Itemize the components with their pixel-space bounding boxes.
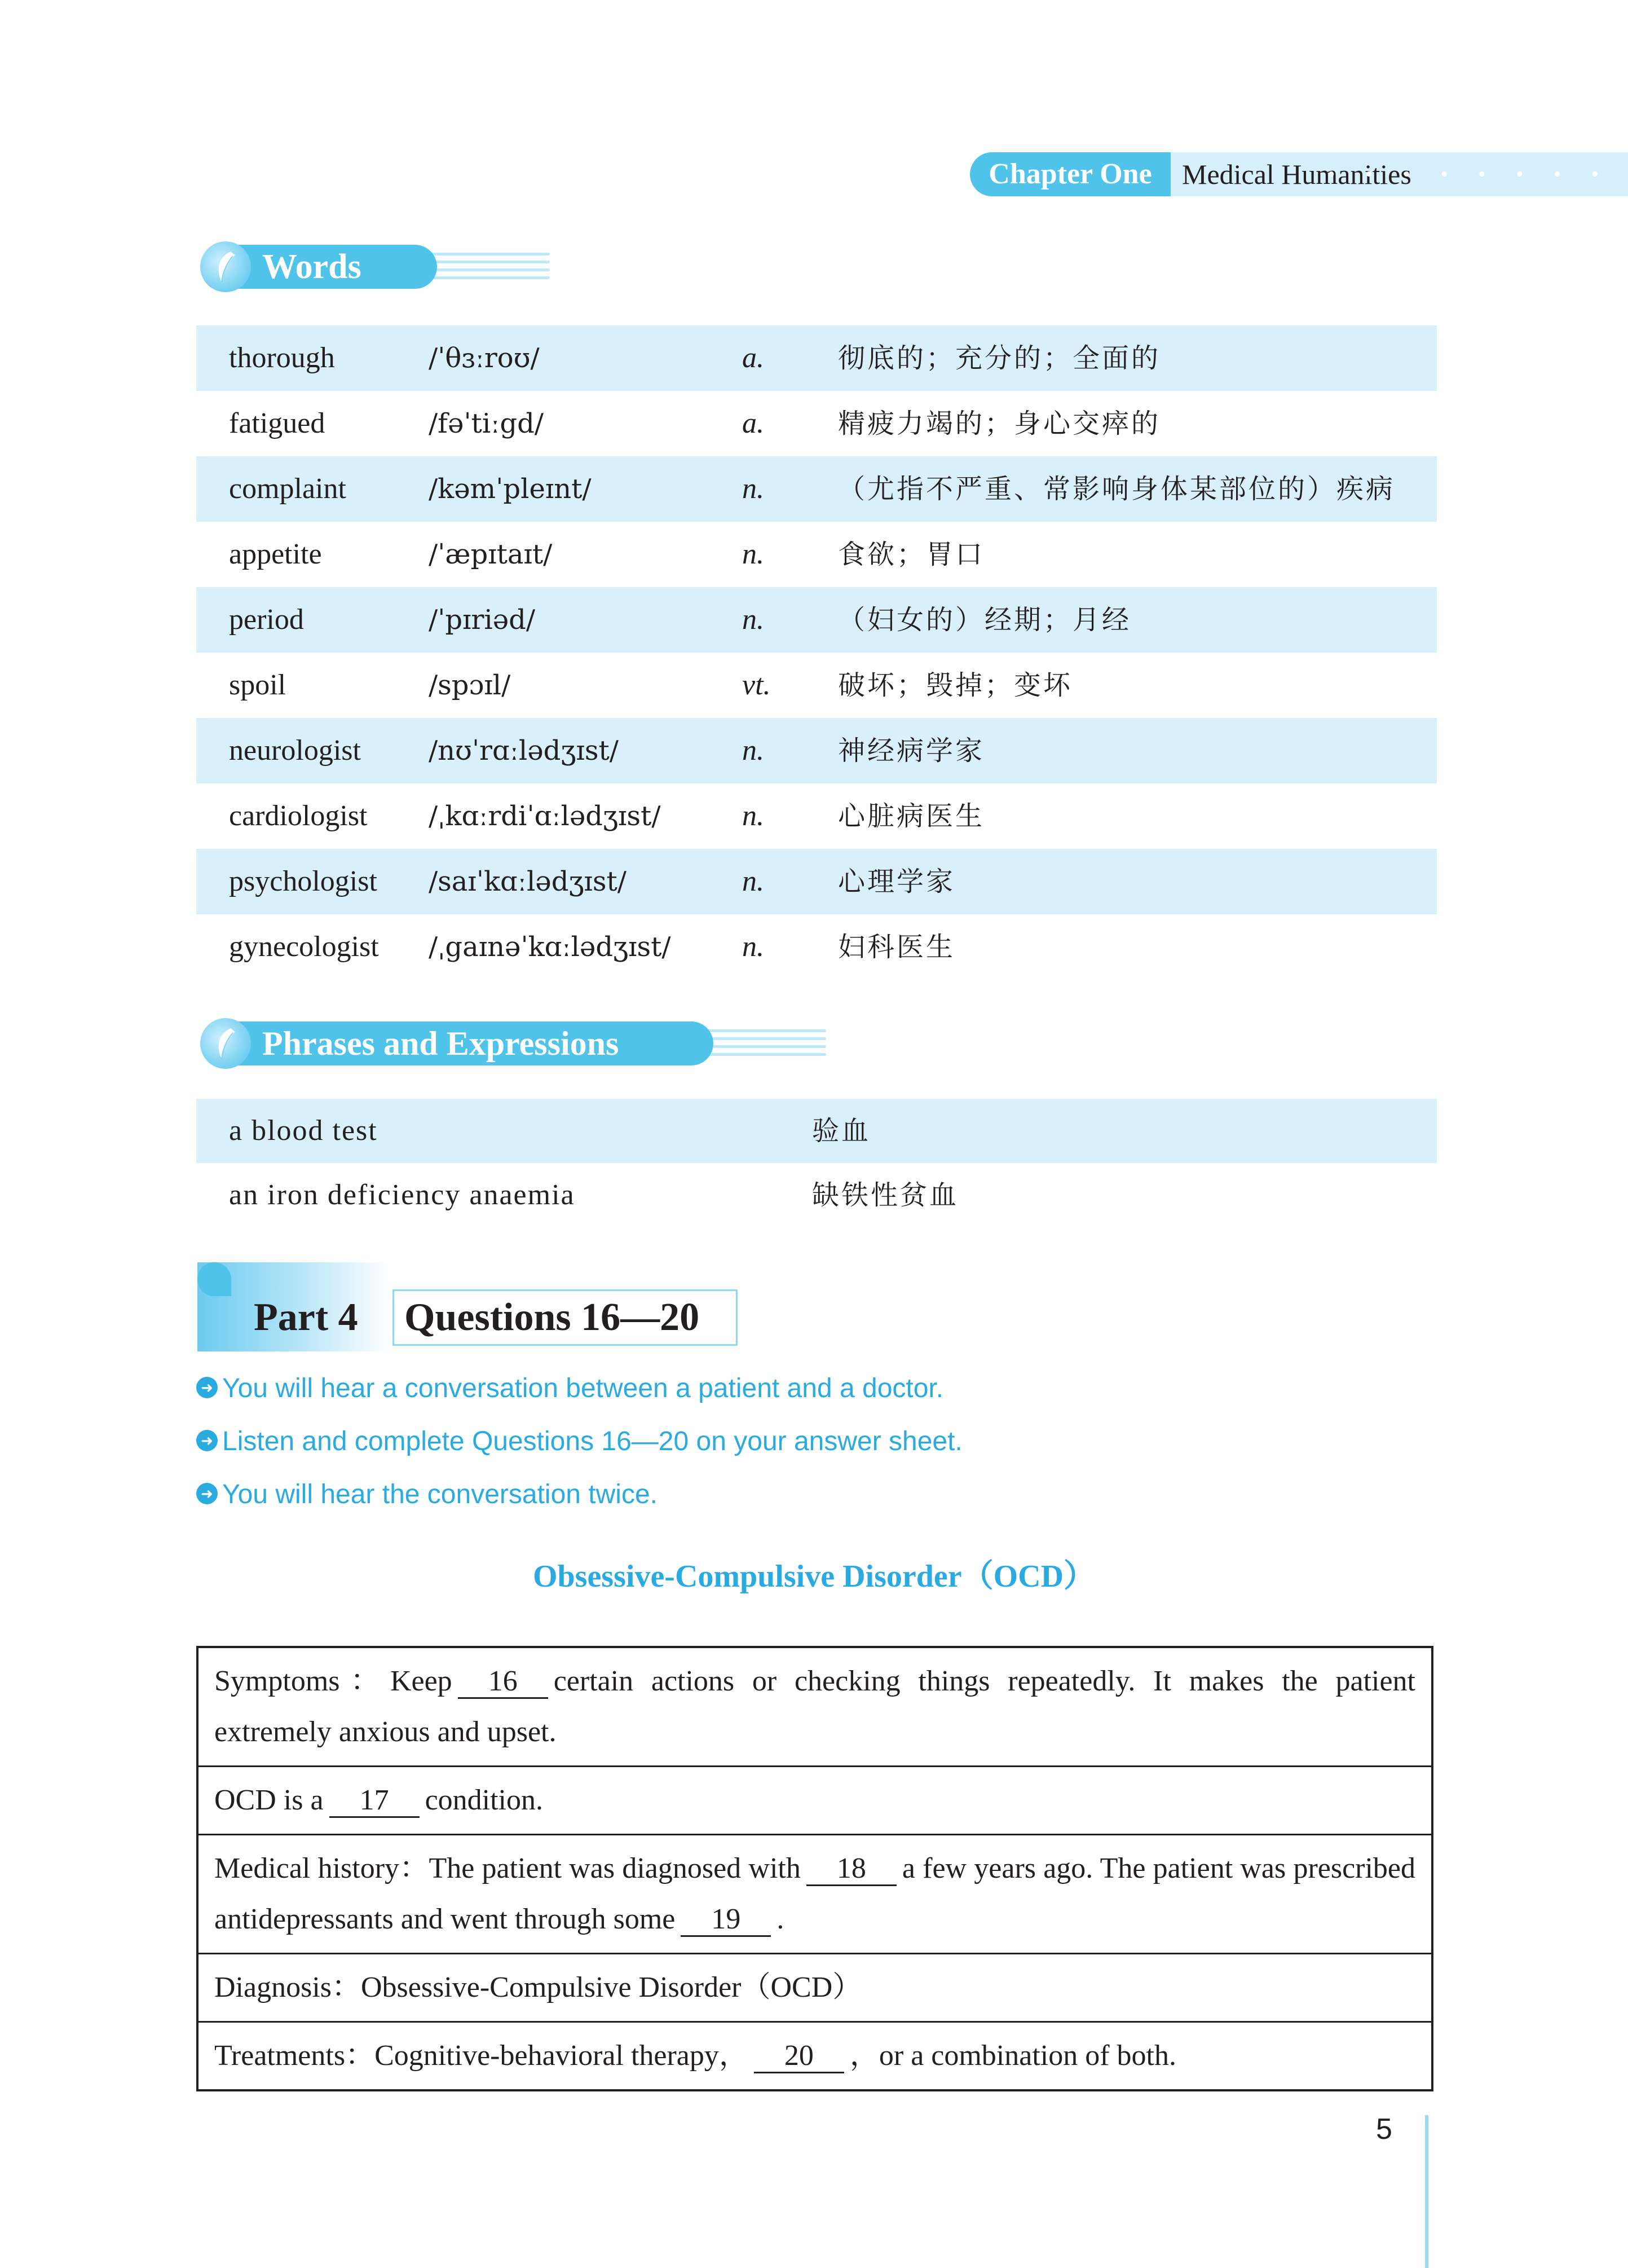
word-row (196, 325, 1437, 391)
phrase-row (196, 1163, 1437, 1227)
word-translation: 精疲力竭的；身心交瘁的 (838, 408, 1161, 439)
notes-text: Diagnosis：Obsessive-Compulsive Disorder（OCD） (214, 1971, 862, 2003)
questions-range: Questions 16—20 (392, 1289, 738, 1346)
phrases-table (196, 1099, 1437, 1227)
word-phonetic: /ˌkɑːrdiˈɑːlədʒɪst/ (429, 800, 661, 832)
word-phonetic: /ˈθɜːroʊ/ (429, 342, 540, 374)
notes-text: Treatments：Cognitive-behavioral therapy， (214, 2040, 748, 2072)
notes-text: a few years ago. The patient was prescribed antidepressants and went through some (214, 1852, 1416, 1935)
phrase-term: a blood test (229, 1115, 378, 1147)
word-part-of-speech: a. (742, 407, 764, 439)
notes-text: Symptoms：Keep (214, 1665, 452, 1697)
word-row (196, 456, 1437, 522)
word-term: period (229, 604, 304, 636)
word-term: neurologist (229, 734, 361, 767)
word-phonetic: /nʊˈrɑːlədʒɪst/ (429, 735, 619, 767)
word-translation: （妇女的）经期；月经 (838, 604, 1132, 636)
instruction-item (196, 1478, 658, 1512)
answer-blank-20[interactable]: 20 (754, 2040, 844, 2073)
words-section-title: Words (234, 245, 437, 289)
notes-title: Obsessive-Compulsive Disorder（OCD） (532, 1559, 1096, 1594)
word-part-of-speech: n. (742, 604, 764, 636)
page-number: 5 (1376, 2113, 1392, 2146)
notes-text: certain actions or checking things repeatedly. It makes the patient extremely anxious and upset. (214, 1665, 1415, 1748)
notes-row-condition (198, 1767, 1431, 1835)
answer-blank-17[interactable]: 17 (329, 1785, 420, 1818)
words-banner (200, 241, 544, 292)
word-row (196, 783, 1437, 849)
notes-row-diagnosis (198, 1954, 1431, 2023)
word-phonetic: /kəmˈpleɪnt/ (429, 473, 592, 505)
word-part-of-speech: n. (742, 473, 764, 505)
word-row (196, 849, 1437, 914)
answer-blank-18[interactable]: 18 (806, 1853, 897, 1886)
word-term: psychologist (229, 865, 377, 897)
notes-row-symptoms (198, 1648, 1431, 1767)
leaf-icon (200, 1018, 251, 1069)
word-term: complaint (229, 473, 346, 505)
word-translation: 神经病学家 (838, 735, 985, 767)
word-term: thorough (229, 342, 335, 374)
word-row (196, 718, 1437, 783)
word-row (196, 653, 1437, 718)
word-part-of-speech: n. (742, 800, 764, 832)
phrase-translation: 缺铁性贫血 (812, 1179, 959, 1211)
notes-text: OCD is a (214, 1784, 324, 1816)
chapter-header (970, 152, 1628, 196)
phrase-term: an iron deficiency anaemia (229, 1179, 575, 1211)
word-part-of-speech: n. (742, 734, 764, 767)
phrases-section-title: Phrases and Expressions (234, 1021, 713, 1065)
arrow-bullet-icon: ➜ (196, 1483, 218, 1504)
word-term: fatigued (229, 407, 325, 439)
notes-text: condition. (425, 1784, 543, 1816)
word-phonetic: /fəˈtiːgd/ (429, 408, 544, 439)
word-part-of-speech: n. (742, 538, 764, 570)
word-phonetic: /ˈæpɪtaɪt/ (429, 539, 553, 570)
notes-row-treatments (198, 2023, 1431, 2089)
page-edge-rule (1425, 2115, 1428, 2268)
word-part-of-speech: vt. (742, 669, 771, 701)
part-header (197, 1262, 761, 1353)
chapter-dots: • • • • • • • • (1327, 162, 1611, 186)
answer-blank-19[interactable]: 19 (681, 1904, 771, 1937)
word-term: gynecologist (229, 931, 379, 963)
word-phonetic: /ˌgaɪnəˈkɑːlədʒɪst/ (429, 931, 671, 963)
part-label: Part 4 (254, 1296, 358, 1339)
arrow-bullet-icon: ➜ (196, 1430, 218, 1451)
notes-row-history (198, 1835, 1431, 1954)
word-row (196, 391, 1437, 456)
answer-blank-16[interactable]: 16 (458, 1666, 548, 1699)
phrase-translation: 验血 (812, 1115, 871, 1147)
word-term: cardiologist (229, 800, 368, 832)
word-row (196, 914, 1437, 980)
word-term: appetite (229, 538, 322, 570)
notes-table (196, 1646, 1433, 2091)
instruction-text: You will hear the conversation twice. (222, 1479, 658, 1509)
word-translation: 心脏病医生 (838, 800, 985, 832)
phrases-banner (200, 1018, 820, 1069)
words-table (196, 325, 1437, 980)
word-translation: 破坏；毁掉；变坏 (838, 670, 1073, 701)
instruction-text: You will hear a conversation between a patient and a doctor. (222, 1373, 944, 1403)
instruction-item (196, 1372, 943, 1406)
word-translation: 彻底的；充分的；全面的 (838, 342, 1161, 374)
word-row (196, 522, 1437, 587)
word-part-of-speech: a. (742, 342, 764, 374)
notes-text: ，or a combination of both. (849, 2040, 1176, 2072)
word-part-of-speech: n. (742, 865, 764, 897)
word-translation: 食欲；胃口 (838, 539, 985, 570)
notes-text: . (777, 1903, 784, 1935)
word-row (196, 587, 1437, 653)
word-phonetic: /ˈpɪriəd/ (429, 604, 536, 636)
word-translation: 妇科医生 (838, 931, 956, 963)
word-term: spoil (229, 669, 286, 701)
leaf-icon (200, 241, 251, 292)
word-translation: 心理学家 (838, 866, 956, 897)
word-part-of-speech: n. (742, 931, 764, 963)
phrase-row (196, 1099, 1437, 1163)
instruction-item (196, 1425, 963, 1459)
arrow-bullet-icon: ➜ (196, 1377, 218, 1398)
word-translation: （尤指不严重、常影响身体某部位的）疾病 (838, 473, 1396, 505)
word-phonetic: /spɔɪl/ (429, 670, 511, 701)
chapter-title: Medical Humanities (1171, 152, 1628, 196)
word-phonetic: /saɪˈkɑːlədʒɪst/ (429, 866, 627, 897)
chapter-label: Chapter One (970, 152, 1171, 196)
instruction-text: Listen and complete Questions 16—20 on your answer sheet. (222, 1426, 963, 1456)
scroll-curl-icon (197, 1262, 231, 1296)
notes-text: Medical history：The patient was diagnosed with (214, 1852, 801, 1884)
